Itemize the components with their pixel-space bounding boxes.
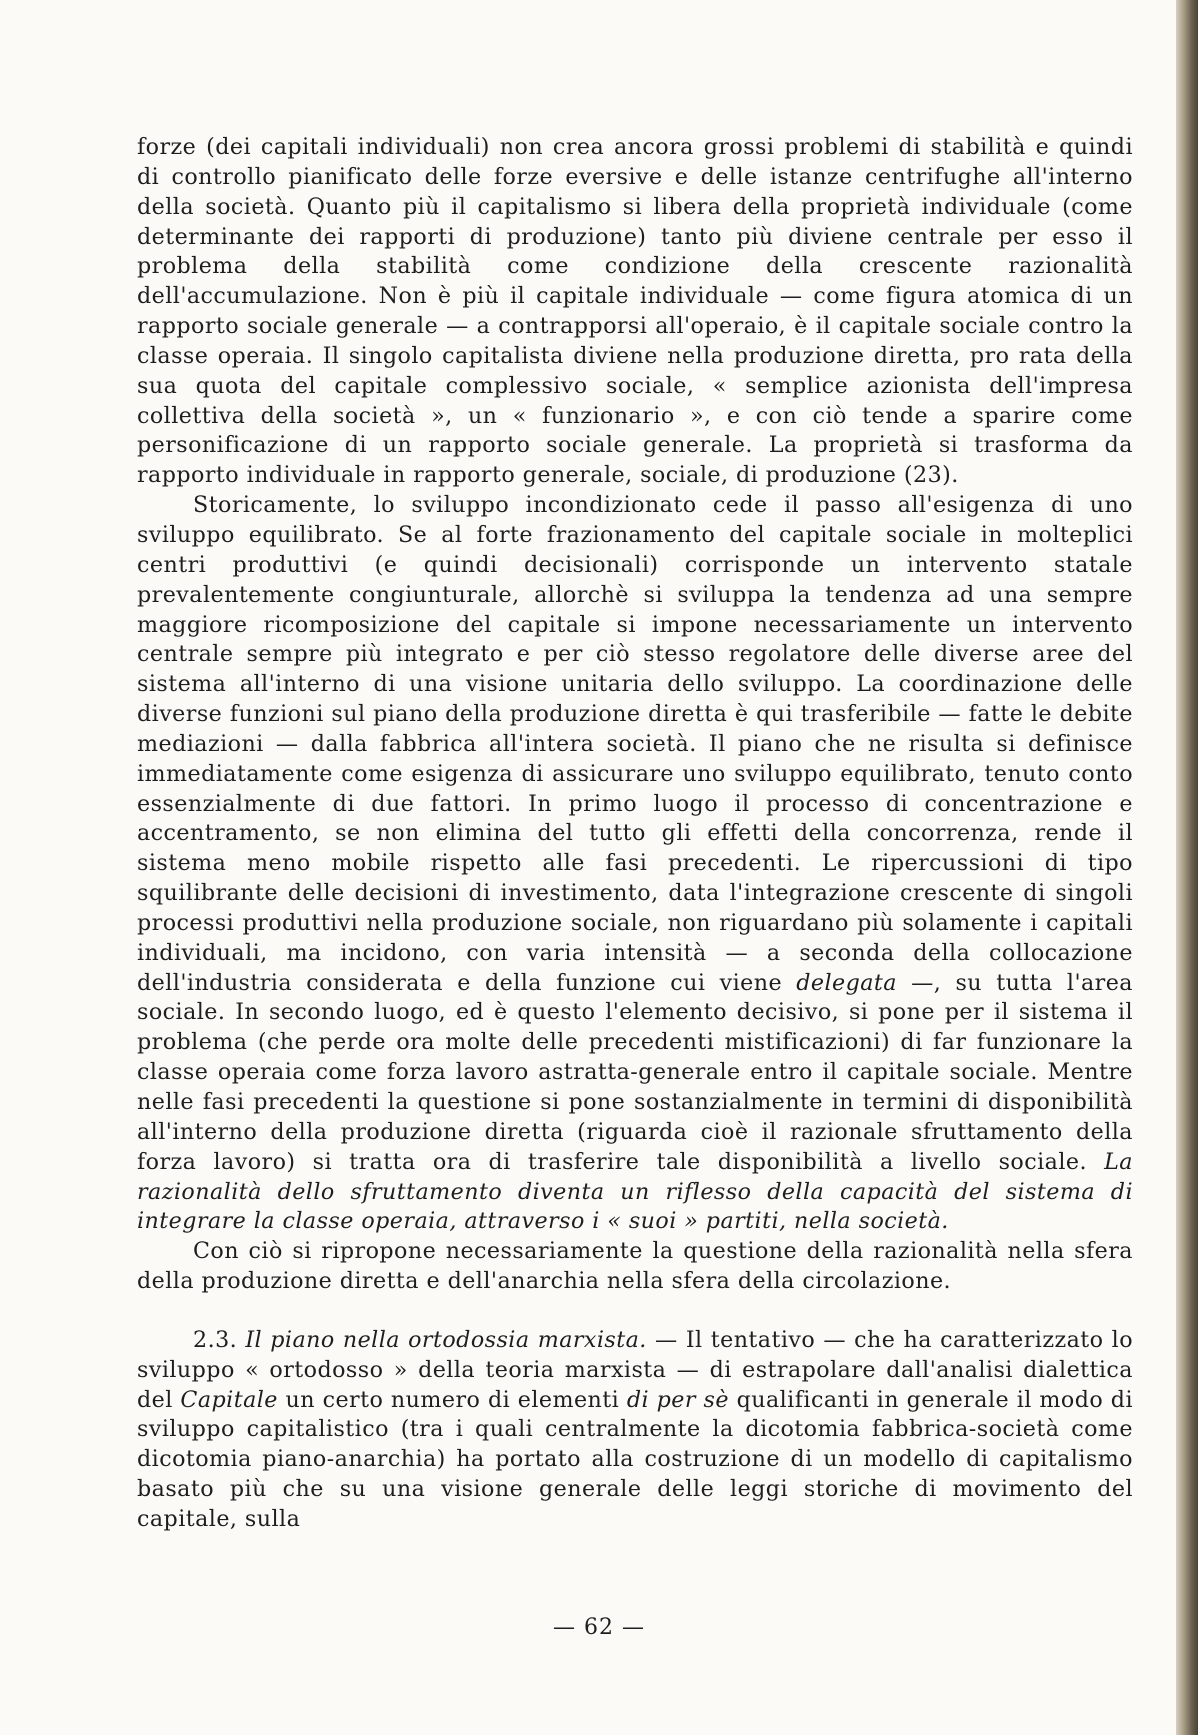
scan-edge	[1176, 0, 1198, 1735]
body-text	[137, 133, 1133, 1535]
section-title: Il piano nella ortodossia marxista.	[245, 1326, 647, 1353]
paragraph-continuation: forze (dei capitali individuali) non crea ancora grossi problemi di stabilità e quindi di controllo pianificato delle forze eversive e delle istanze centrifughe all'interno della società. Quanto più il capitalismo si libera della proprietà individuale (come determinante dei rapporti di produzione) tanto più diviene centrale per esso il problema della stabilità come condizione della crescente razionalità dell'accumulazione. Non è più il capitale individuale — come figura atomica di un rapporto sociale generale — a contrapporsi all'operaio, è il capitale sociale contro la classe operaia. Il singolo capitalista diviene nella produzione diretta, pro rata della sua quota del capitale complessivo sociale, « semplice azionista dell'impresa collettiva della società », un « funzionario », e con ciò tende a sparire come personificazione di un rapporto sociale generale. La proprietà si trasforma da rapporto individuale in rapporto generale, sociale, di produzione (23).	[137, 134, 1133, 489]
section-number: 2.3.	[193, 1326, 238, 1353]
page-number: — 62 —	[553, 1615, 645, 1640]
paragraph-con-cio: Con ciò si ripropone necessariamente la questione della razionalità nella sfera della produzione diretta e dell'anarchia nella sfera della circolazione.	[137, 1238, 1133, 1295]
section-2-3: 2.3. Il piano nella ortodossia marxista. — Il tentativo — che ha caratterizzato lo sviluppo « ortodosso » della teoria marxista — di estrapolare dall'analisi dialettica del Capitale un certo numero di elementi di per sè qualificanti in generale il modo di sviluppo capitalistico (tra i quali centralmente la dicotomia fabbrica-società come dicotomia piano-anarchia) ha portato alla costruzione di un modello di capitalismo basato più che su una visione generale delle leggi storiche di movimento del capitale, sulla	[137, 1326, 1133, 1532]
paragraph-storicamente: Storicamente, lo sviluppo incondizionato cede il passo all'esigenza di uno sviluppo equilibrato. Se al forte frazionamento del capitale sociale in molteplici centri produttivi (e quindi decisionali) corrisponde un intervento statale prevalentemente congiunturale, allorchè si sviluppa la tendenza ad una sempre maggiore ricomposizione del capitale si impone necessariamente un intervento centrale sempre più integrato e per ciò stesso regolatore delle diverse aree del sistema all'interno di una visione unitaria dello sviluppo. La coordinazione delle diverse funzioni sul piano della produzione diretta è qui trasferibile — fatte le debite mediazioni — dalla fabbrica all'intera società. Il piano che ne risulta si definisce immediatamente come esigenza di assicurare uno sviluppo equilibrato, tenuto conto essenzialmente di due fattori. In primo luogo il processo di concentrazione e accentramento, se non elimina del tutto gli effetti della concorrenza, rende il sistema meno mobile rispetto alle fasi precedenti. Le ripercussioni di tipo squilibrante delle decisioni di investimento, data l'integrazione crescente di singoli processi produttivi nella produzione sociale, non riguardano più solamente i capitali individuali, ma incidono, con varia intensità — a seconda della collocazione dell'industria considerata e della funzione cui viene delegata —, su tutta l'area sociale. In secondo luogo, ed è questo l'elemento decisivo, si pone per il sistema il problema (che perde ora molte delle precedenti mistificazioni) di far funzionare la classe operaia come forza lavoro astratta-generale entro il capitale sociale. Mentre nelle fasi precedenti la questione si pone sostanzialmente in termini di disponibilità all'interno della produzione diretta (riguarda cioè il razionale sfruttamento della forza lavoro) si tratta ora di trasferire tale disponibilità a livello sociale. La razionalità dello sfruttamento diventa un riflesso della capacità del sistema di integrare la classe operaia, attraverso i « suoi » partiti, nella società.	[137, 492, 1133, 1235]
